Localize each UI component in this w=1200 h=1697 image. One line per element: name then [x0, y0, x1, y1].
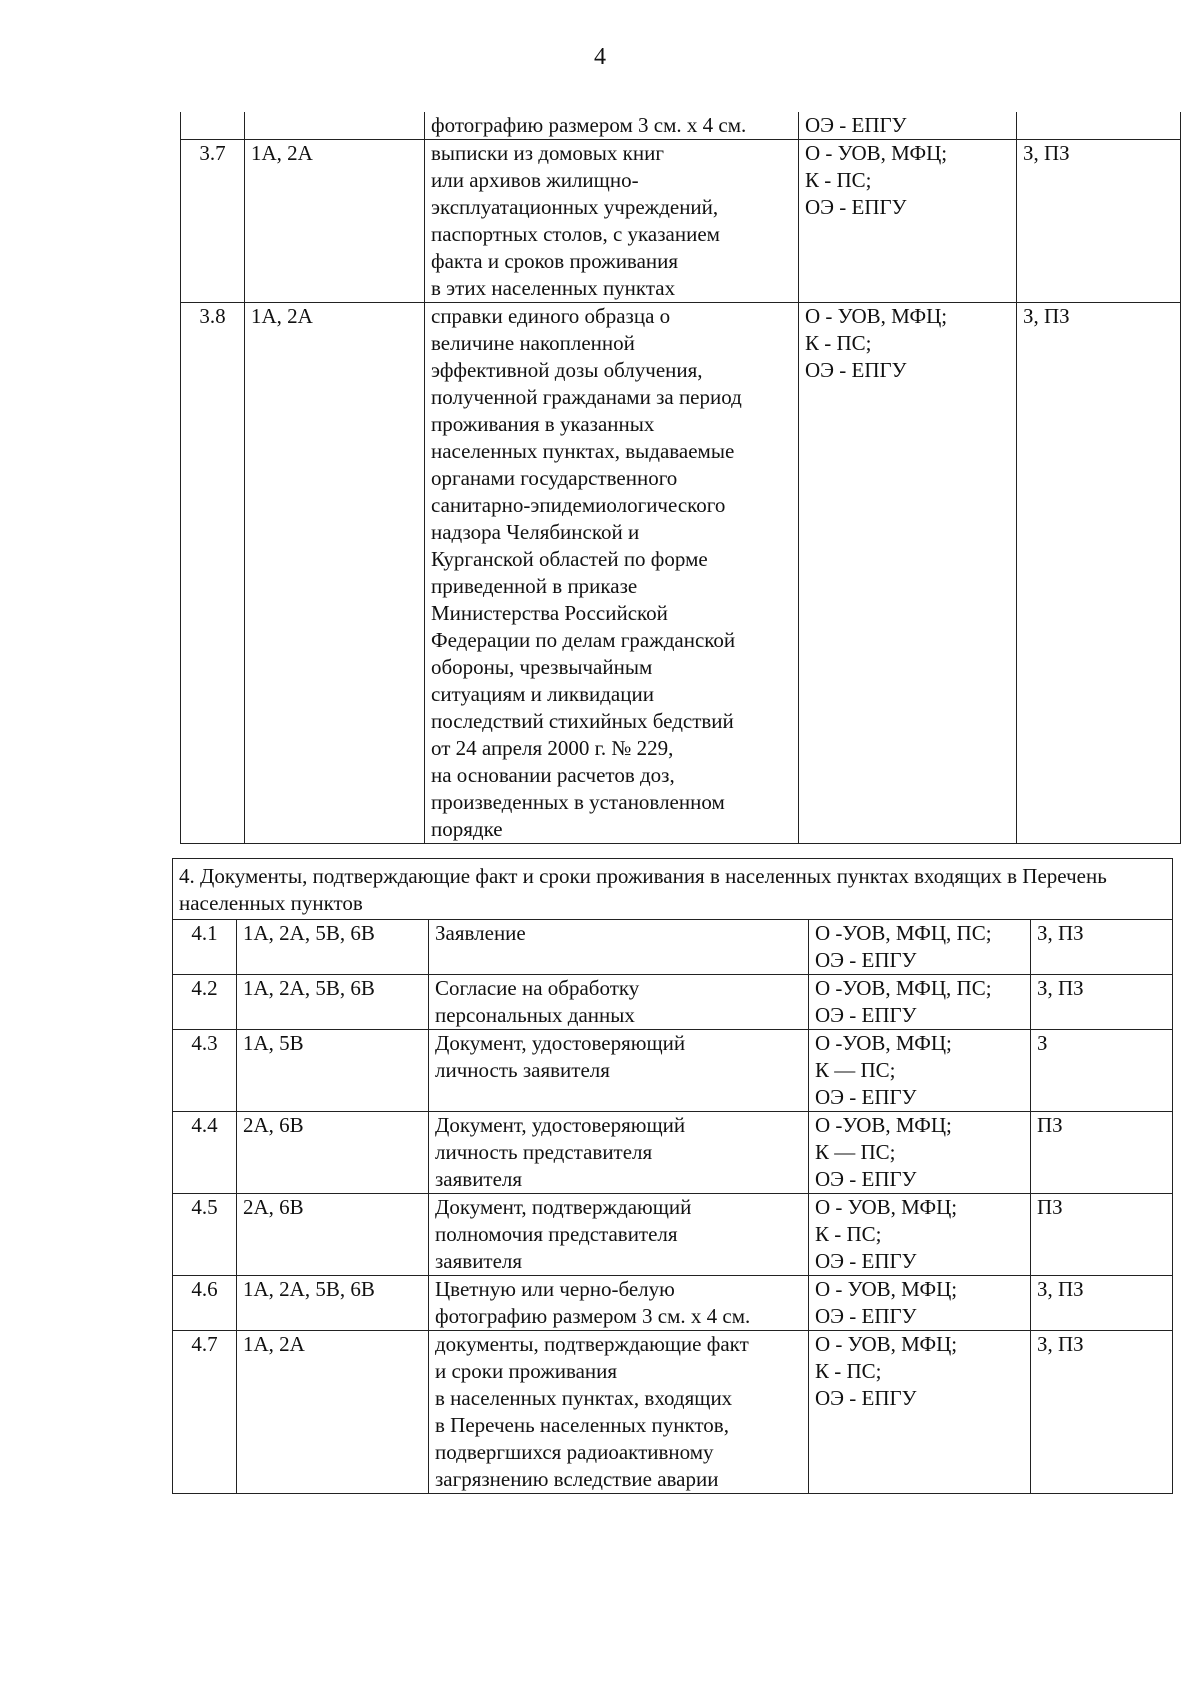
- submission-form: ОЭ - ЕПГУ: [799, 112, 1017, 140]
- document-description: Заявление: [429, 920, 809, 975]
- applicant-codes: 1А, 2А, 5В, 6В: [237, 1276, 429, 1331]
- row-number: 4.6: [173, 1276, 237, 1331]
- submission-form: О - УОВ, МФЦ; К - ПС; ОЭ - ЕПГУ: [799, 303, 1017, 844]
- document-description: Документ, подтверждающий полномочия представителя заявителя: [429, 1194, 809, 1276]
- table-row: [173, 975, 1173, 1030]
- applicant-codes: 1А, 2А, 5В, 6В: [237, 975, 429, 1030]
- document-description: документы, подтверждающие факт и сроки проживания в населенных пунктах, входящих в Перечень населенных пунктов, подвергшихся радиоактивному загрязнению вследствие аварии: [429, 1331, 809, 1494]
- applicant-codes: 1А, 2А, 5В, 6В: [237, 920, 429, 975]
- submission-form: О -УОВ, МФЦ; К — ПС; ОЭ - ЕПГУ: [809, 1030, 1031, 1112]
- table-row: [173, 1194, 1173, 1276]
- submitter: З, ПЗ: [1017, 303, 1181, 844]
- document-description: справки единого образца о величине накопленной эффективной дозы облучения, полученной гражданами за период проживания в указанных населенных пунктах, выдаваемые органами государственного санитарно-эпидемиологического надзора Челябинской и Курганской областей по форме приведенной в приказе Министерства Российской Федерации по делам гражданской обороны, чрезвычайным ситуациям и ликвидации последствий стихийных бедствий от 24 апреля 2000 г. № 229, на основании расчетов доз, произведенных в установленном порядке: [425, 303, 799, 844]
- submitter: З, ПЗ: [1017, 140, 1181, 303]
- submission-form: О - УОВ, МФЦ; К - ПС; ОЭ - ЕПГУ: [809, 1331, 1031, 1494]
- submission-form: О - УОВ, МФЦ; К - ПС; ОЭ - ЕПГУ: [799, 140, 1017, 303]
- submission-form: О -УОВ, МФЦ, ПС; ОЭ - ЕПГУ: [809, 975, 1031, 1030]
- documents-table-continued: [180, 112, 1181, 844]
- applicant-codes: 1А, 5В: [237, 1030, 429, 1112]
- applicant-codes: 1А, 2А: [245, 140, 425, 303]
- row-number: 4.2: [173, 975, 237, 1030]
- document-description: Согласие на обработку персональных данных: [429, 975, 809, 1030]
- section-title: 4. Документы, подтверждающие факт и сроки проживания в населенных пунктах входящих в Перечень населенных пунктов: [173, 859, 1173, 920]
- document-description: Документ, удостоверяющий личность заявителя: [429, 1030, 809, 1112]
- submitter: З, ПЗ: [1031, 975, 1173, 1030]
- row-number: 4.4: [173, 1112, 237, 1194]
- submission-form: О -УОВ, МФЦ; К — ПС; ОЭ - ЕПГУ: [809, 1112, 1031, 1194]
- table-row: [181, 303, 1181, 844]
- submission-form: О - УОВ, МФЦ; ОЭ - ЕПГУ: [809, 1276, 1031, 1331]
- row-number: 3.8: [181, 303, 245, 844]
- submitter: З: [1031, 1030, 1173, 1112]
- row-number: 4.7: [173, 1331, 237, 1494]
- document-description: выписки из домовых книг или архивов жилищно- эксплуатационных учреждений, паспортных столов, с указанием факта и сроков проживания в этих населенных пунктах: [425, 140, 799, 303]
- table-row: [173, 920, 1173, 975]
- applicant-codes: 2А, 6В: [237, 1194, 429, 1276]
- applicant-codes: 2А, 6В: [237, 1112, 429, 1194]
- table-row: [173, 1112, 1173, 1194]
- row-number: 3.7: [181, 140, 245, 303]
- table-row: [181, 140, 1181, 303]
- applicant-codes: 1А, 2А: [237, 1331, 429, 1494]
- submitter: З, ПЗ: [1031, 920, 1173, 975]
- row-number: 4.1: [173, 920, 237, 975]
- applicant-codes: [245, 112, 425, 140]
- document-description: фотографию размером 3 см. х 4 см.: [425, 112, 799, 140]
- documents-table-section-4: [172, 858, 1173, 1494]
- table-row: [173, 1276, 1173, 1331]
- page-number: 4: [594, 44, 606, 70]
- table-row: [173, 1030, 1173, 1112]
- row-number: [181, 112, 245, 140]
- submitter: З, ПЗ: [1031, 1331, 1173, 1494]
- row-number: 4.3: [173, 1030, 237, 1112]
- applicant-codes: 1А, 2А: [245, 303, 425, 844]
- section-header-row: [173, 859, 1173, 920]
- document-description: Цветную или черно-белую фотографию размером 3 см. х 4 см.: [429, 1276, 809, 1331]
- document-description: Документ, удостоверяющий личность представителя заявителя: [429, 1112, 809, 1194]
- row-number: 4.5: [173, 1194, 237, 1276]
- submitter: ПЗ: [1031, 1112, 1173, 1194]
- table-row: [181, 112, 1181, 140]
- submitter: [1017, 112, 1181, 140]
- submission-form: О - УОВ, МФЦ; К - ПС; ОЭ - ЕПГУ: [809, 1194, 1031, 1276]
- table-row: [173, 1331, 1173, 1494]
- submitter: З, ПЗ: [1031, 1276, 1173, 1331]
- submission-form: О -УОВ, МФЦ, ПС; ОЭ - ЕПГУ: [809, 920, 1031, 975]
- submitter: ПЗ: [1031, 1194, 1173, 1276]
